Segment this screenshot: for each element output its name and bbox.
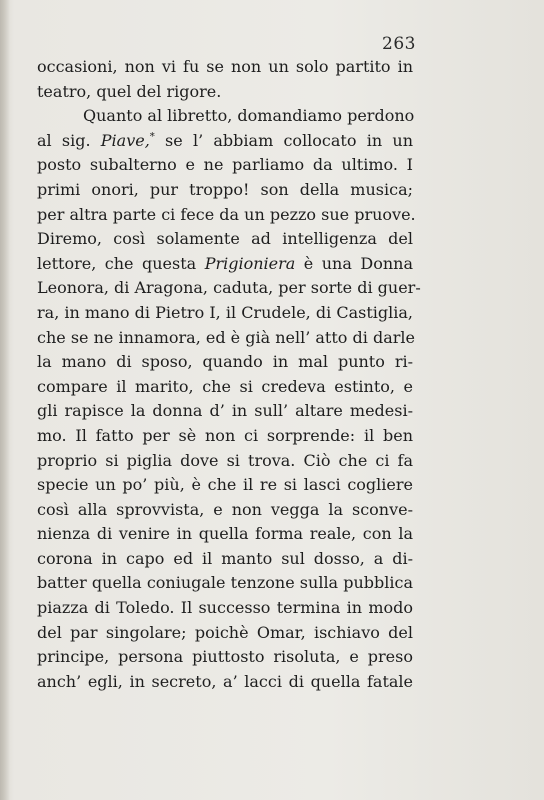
text-span: lettore, che questa	[37, 253, 205, 273]
text-line: gli rapisce la donna d’ in sull’ altare medesi-	[37, 401, 413, 421]
text-line: corona in capo ed il manto sul dosso, a di-	[37, 548, 413, 568]
text-line: batter quella coniugale tenzone sulla pubblica	[37, 573, 413, 593]
text-line: specie un po’ più, è che il re si lasci cogliere	[37, 475, 413, 495]
footnote-marker: *	[149, 131, 155, 143]
text-line: nienza di venire in quella forma reale, con la	[37, 524, 413, 544]
text-line: posto subalterno e ne parliamo da ultimo. I	[37, 155, 413, 175]
text-line	[37, 252, 413, 277]
text-line: che se ne innamora, ed è già nell’ atto di darle	[37, 327, 415, 347]
text-line	[37, 129, 413, 154]
text-line: per altra parte ci fece da un pezzo sue pruove.	[37, 204, 416, 224]
author-name-italic: Piave,	[100, 130, 150, 150]
text-line: mo. Il fatto per sè non ci sorprende: il ben	[37, 425, 413, 445]
opera-title-italic: Prigioniera	[204, 253, 296, 273]
text-span: se l’ abbiam collocato in un	[154, 130, 413, 150]
text-line: compare il marito, che si credeva estinto, e	[37, 376, 413, 396]
text-line: ra, in mano di Pietro I, il Crudele, di Castiglia,	[37, 302, 413, 322]
text-line: del par singolare; poichè Omar, ischiavo del	[37, 622, 413, 642]
text-line: proprio si piglia dove si trova. Ciò che ci fa	[37, 450, 413, 470]
page-number: 263	[382, 34, 416, 54]
page-gutter-shadow	[0, 0, 10, 800]
body-text	[37, 55, 421, 694]
text-line: anch’ egli, in secreto, a’ lacci di quella fatale	[37, 671, 413, 691]
text-line: piazza di Toledo. Il successo termina in modo	[37, 598, 413, 618]
text-line: occasioni, non vi fu se non un solo partito in	[37, 57, 413, 76]
text-line: teatro, quel del rigore.	[37, 81, 222, 101]
text-line: così alla sprovvista, e non vegga la sconve-	[37, 499, 413, 519]
text-line: primi onori, pur troppo! son della musica;	[37, 179, 413, 199]
text-line: Quanto al libretto, domandiamo perdono	[83, 106, 415, 126]
text-line: Leonora, di Aragona, caduta, per sorte di guer-	[37, 278, 421, 298]
text-line: principe, persona piuttosto risoluta, e preso	[37, 647, 413, 667]
text-line: Diremo, così solamente ad intelligenza del	[37, 229, 413, 249]
text-span: è una Donna	[295, 253, 413, 273]
text-line: la mano di sposo, quando in mal punto ri-	[37, 352, 413, 372]
text-span: al sig.	[37, 130, 101, 150]
